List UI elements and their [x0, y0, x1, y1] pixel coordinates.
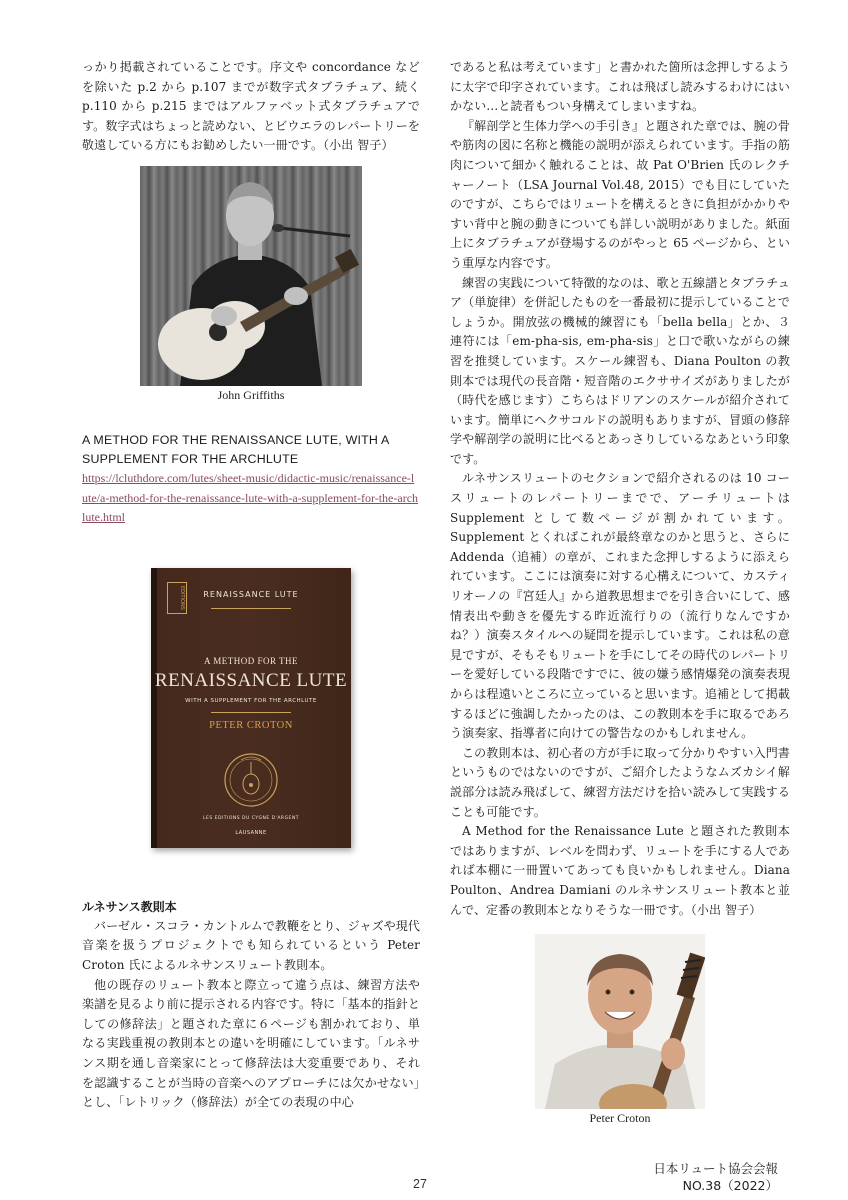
- photo-peter-croton-caption: Peter Croton: [589, 1111, 651, 1126]
- book-link[interactable]: https://lcluthdore.com/lutes/sheet-music/didactic-music/renaissance-lute/a-method-for-the-renaissance-lute-with-a-supplement-for-the-archlute.html: [82, 470, 419, 525]
- book-seal-icon: [221, 750, 281, 810]
- section-title: ルネサンス教則本: [82, 899, 177, 914]
- section-paragraph-2: 他の既存のリュート教本と際立って違う点は、練習方法や楽譜を見るより前に提示される内容です。特に「基本的指針としての修辞法」と題された章に６ページも割かれており、単なる実践重視の教則本との違いを明確にしています。「ルネサンス期を通し音楽家にとって修辞法は大変重要であり、それを認識することが当時の音楽へのアプローチには欠かせない」とし、「レトリック（修辞法）が全ての表現の中心: [82, 977, 420, 1110]
- journal-issue: NO.38（2022）: [682, 1178, 778, 1193]
- journal-name: 日本リュート協会会報: [653, 1161, 778, 1176]
- book-city: LAUSANNE: [235, 829, 267, 836]
- book-author: PETER CROTON: [209, 719, 293, 731]
- intro-paragraph: っかり掲載されていることです。序文や concordance などを除いた p.2 から p.107 までが数字式タブラチュア、続く p.110 から p.215 まではアルファベット式タブラチュアです。数字式はちょっと読めない、とビウエラのレパートリーを敬遠している方にもお勧めしたい一冊です。（小出 智子）: [82, 60, 420, 153]
- book-pre-title: A METHOD FOR THE: [203, 655, 299, 666]
- book-publisher-line: LES EDITIONS DU CYGNE D'ARGENT: [202, 815, 300, 821]
- journal-footer: [653, 1160, 778, 1194]
- section-paragraph-1: バーゼル・スコラ・カントルムで教鞭をとり、ジャズや現代音楽を扱うプロジェクトでも知られているという Peter Croton 氏によるルネサンスリュート教則本。: [82, 918, 420, 972]
- book-cover-block: [82, 568, 420, 848]
- book-cover: [151, 568, 351, 848]
- book-publisher-badge: EDITIONS: [167, 582, 187, 614]
- page-number: 27: [413, 1177, 427, 1191]
- photo-john-griffiths-caption: John Griffiths: [217, 387, 285, 402]
- photo-john-griffiths-illustration: [140, 166, 362, 386]
- left-column: [82, 58, 420, 1113]
- book-title: RENAISSANCE LUTE: [154, 669, 348, 691]
- right-paragraph-3: 練習の実践について特徴的なのは、歌と五線譜とタブラチュア（単旋律）を併記したものを一番最初に提示していることでしょうか。開放弦の機械的練習にも「bella bella」とか、３連符には「em-pha-sis, em-pha-sis」と口で歌いながらの練習を推奨しています。スケール練習も、Diana Poulton の教則本では現代の長音階・短音階のエクササイズがありましたが（時代を感じます）こちらはドリアンのスケールが紹介されています。簡単にヘクサコルドの説明もありますが、冒頭の修辞学や解剖学の説明に比べるとあっさりしているなあという印象です。: [450, 275, 790, 466]
- photo-peter-croton: [535, 934, 705, 1109]
- section-renaissance-method: [82, 898, 420, 1113]
- right-paragraph-1: であると私は考えています」と書かれた箇所は念押しするように太字で印字されています。これは飛ばし読みするわけにはいかない…と読者もつい身構えてしまいますね。: [450, 60, 790, 114]
- right-column: [450, 58, 790, 1126]
- right-paragraph-5: この教則本は、初心者の方が手に取って分かりやすい入門書というものではないのですが、ご紹介したようなムズカシイ解説部分は読み飛ばして、練習方法だけを拾い読みして実践することも可能です。: [450, 745, 790, 819]
- book-series: RENAISSANCE LUTE: [203, 589, 299, 599]
- photo-peter-croton-illustration: [535, 934, 705, 1109]
- book-rule-top: [211, 608, 291, 609]
- book-heading: A METHOD FOR THE RENAISSANCE LUTE, WITH A SUPPLEMENT FOR THE ARCHLUTE: [82, 432, 389, 466]
- book-subtitle: WITH A SUPPLEMENT FOR THE ARCHLUTE: [185, 697, 317, 704]
- photo-john-griffiths-block: [82, 166, 420, 403]
- book-spine-edge: [151, 568, 157, 848]
- book-info: [82, 431, 420, 528]
- right-paragraph-2: 『解剖学と生体力学への手引き』と題された章では、腕の骨や筋肉の図に名称と機能の説明が添えられています。手指の筋肉について細かく触れることは、故 Pat O'Brien 氏のレクチャーノート（LSA Journal Vol.48, 2015）でも目にしていたのですが、こちらではリュートを構えるときに負担がかかりやすい背中と腕の動きについても詳しい説明がありました。紙面上にタブラチュアが登場するのがやっと 65 ページから、という重厚な内容です。: [450, 118, 790, 270]
- book-rule-mid: [211, 712, 291, 713]
- right-paragraph-6: A Method for the Renaissance Lute と題された教則本ではありますが、レベルを問わず、リュートを手にする人であれば本棚に一冊置いてあっても良いかもしれません。Diana Poulton、Andrea Damiani のルネサンスリュート教本と並んで、定番の教則本となりそうな一冊です。（小出 智子）: [450, 824, 790, 917]
- right-paragraph-4: ルネサンスリュートのセクションで紹介されるのは 10 コースリュートのレパートリーまでで、アーチリュートは Supplement として数ページが割かれています。Supplement とくればこれが最終章なのかと思うと、さらに Addenda（追補）の章が、これまた念押しするように添えられています。ここには演奏に対する心構えについて、カスティリオーノの『宮廷人』から道教思想までを引き合いにして、感情表出や動きを優先する昨近流行りの（流行りなんですかね？）演奏スタイルへの疑問を提示しています。これは私の意見ですが、そもそもリュートを手にしてその時代のレパートリーを愛好している段階ですでに、彼の嫌う感情爆発の演奏表現からは程遠いところに立っていると思います。追補として掲載するほどに強調したかったのは、この教則本を手に取るであろう演奏家、指導者に向けての警告なのかもしれません。: [450, 471, 790, 741]
- photo-john-griffiths: [140, 166, 362, 386]
- photo-peter-croton-block: [450, 934, 790, 1126]
